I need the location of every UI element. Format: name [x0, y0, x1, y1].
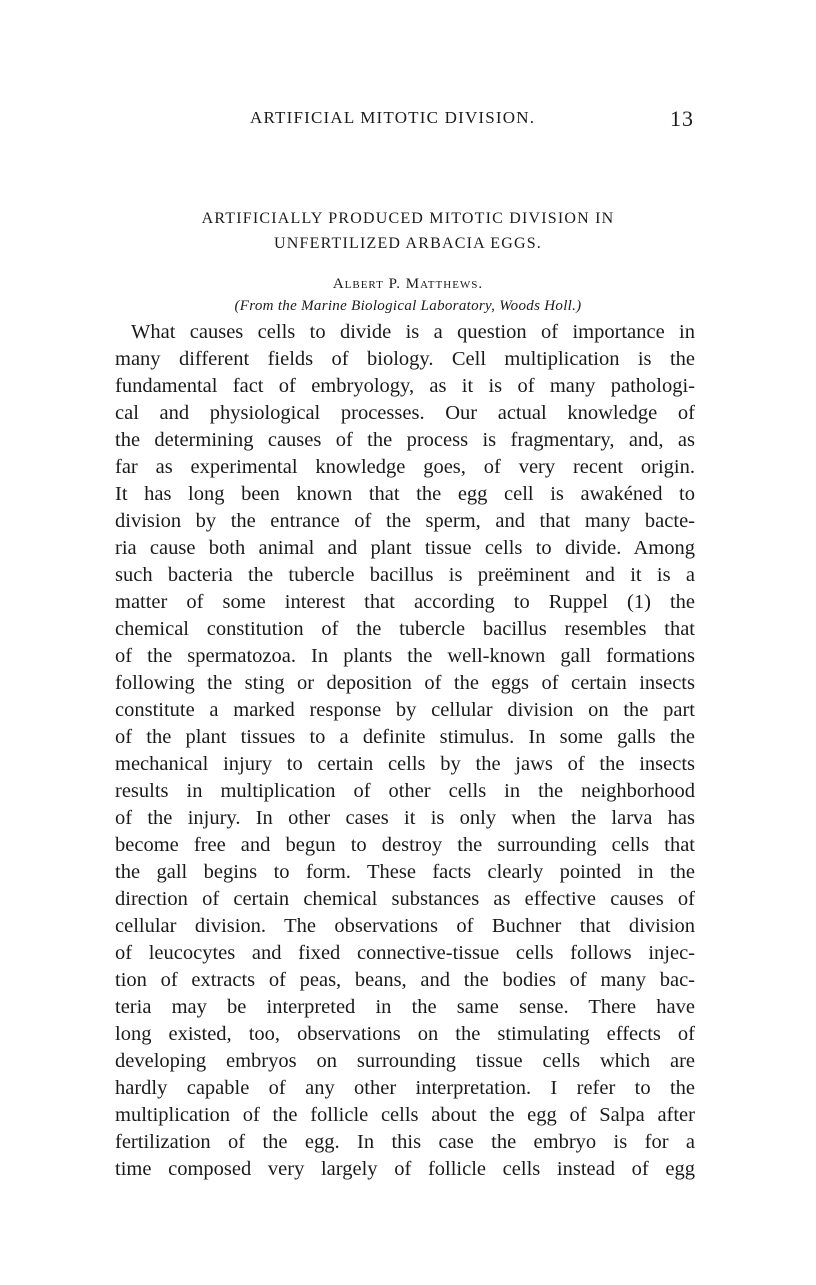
body-text-line: of the injury. In other cases it is only when the larva has [115, 807, 695, 829]
running-title: ARTIFICIAL MITOTIC DIVISION. [250, 108, 536, 127]
body-text-line: such bacteria the tubercle bacillus is preëminent and it is a [115, 564, 695, 586]
body-text-line: fundamental fact of embryology, as it is of many pathologi- [115, 375, 695, 397]
body-text-line: direction of certain chemical substances as effective causes of [115, 888, 695, 910]
body-text-line: fertilization of the egg. In this case the embryo is for a [115, 1131, 695, 1153]
body-text-line: teria may be interpreted in the same sense. There have [115, 996, 695, 1018]
body-text-line: of the plant tissues to a definite stimulus. In some galls the [115, 726, 695, 748]
body-text-line: many different fields of biology. Cell multiplication is the [115, 348, 695, 370]
page-number: 13 [670, 106, 694, 131]
body-text-line: ria cause both animal and plant tissue cells to divide. Among [115, 537, 695, 559]
body-text-line: cellular division. The observations of Buchner that division [115, 915, 695, 937]
body-text-line: the determining causes of the process is fragmentary, and, as [115, 429, 695, 451]
article-title-line: UNFERTILIZED ARBACIA EGGS. [273, 235, 543, 252]
body-text-line: time composed very largely of follicle cells instead of egg [115, 1158, 695, 1180]
body-text-line: hardly capable of any other interpretation. I refer to the [115, 1077, 695, 1099]
body-text-line: multiplication of the follicle cells about the egg of Salpa after [115, 1104, 695, 1126]
body-text-line: It has long been known that the egg cell is awakéned to [115, 483, 695, 505]
body-text-line: of the spermatozoa. In plants the well-known gall formations [115, 645, 695, 667]
author-affiliation: (From the Marine Biological Laboratory, Woods Holl.) [234, 298, 582, 314]
body-text-line: following the sting or deposition of the eggs of certain insects [115, 672, 695, 694]
body-text-line: division by the entrance of the sperm, and that many bacte- [115, 510, 695, 532]
author-name: Albert P. Matthews. [332, 276, 484, 292]
body-text-line: results in multiplication of other cells in the neighborhood [115, 780, 695, 802]
article-title [0, 206, 816, 256]
running-head [0, 108, 816, 134]
body-text-line: the gall begins to form. These facts clearly pointed in the [115, 861, 695, 883]
body-text [115, 319, 695, 1183]
article-title-line: ARTIFICIALLY PRODUCED MITOTIC DIVISION IN [201, 210, 615, 227]
body-text-line: tion of extracts of peas, beans, and the bodies of many bac- [115, 969, 695, 991]
body-text-line: constitute a marked response by cellular division on the part [115, 699, 695, 721]
body-text-line: chemical constitution of the tubercle bacillus resembles that [115, 618, 695, 640]
body-text-line: long existed, too, observations on the stimulating effects of [115, 1023, 695, 1045]
body-text-line: matter of some interest that according to Ruppel (1) the [115, 591, 695, 613]
body-text-line: far as experimental knowledge goes, of very recent origin. [115, 456, 695, 478]
body-text-line: become free and begun to destroy the surrounding cells that [115, 834, 695, 856]
body-text-line: What causes cells to divide is a question of importance in [131, 321, 695, 343]
body-text-line: of leucocytes and fixed connective-tissue cells follows injec- [115, 942, 695, 964]
body-text-line: mechanical injury to certain cells by the jaws of the insects [115, 753, 695, 775]
body-text-line: developing embryos on surrounding tissue cells which are [115, 1050, 695, 1072]
body-text-line: cal and physiological processes. Our actual knowledge of [115, 402, 695, 424]
